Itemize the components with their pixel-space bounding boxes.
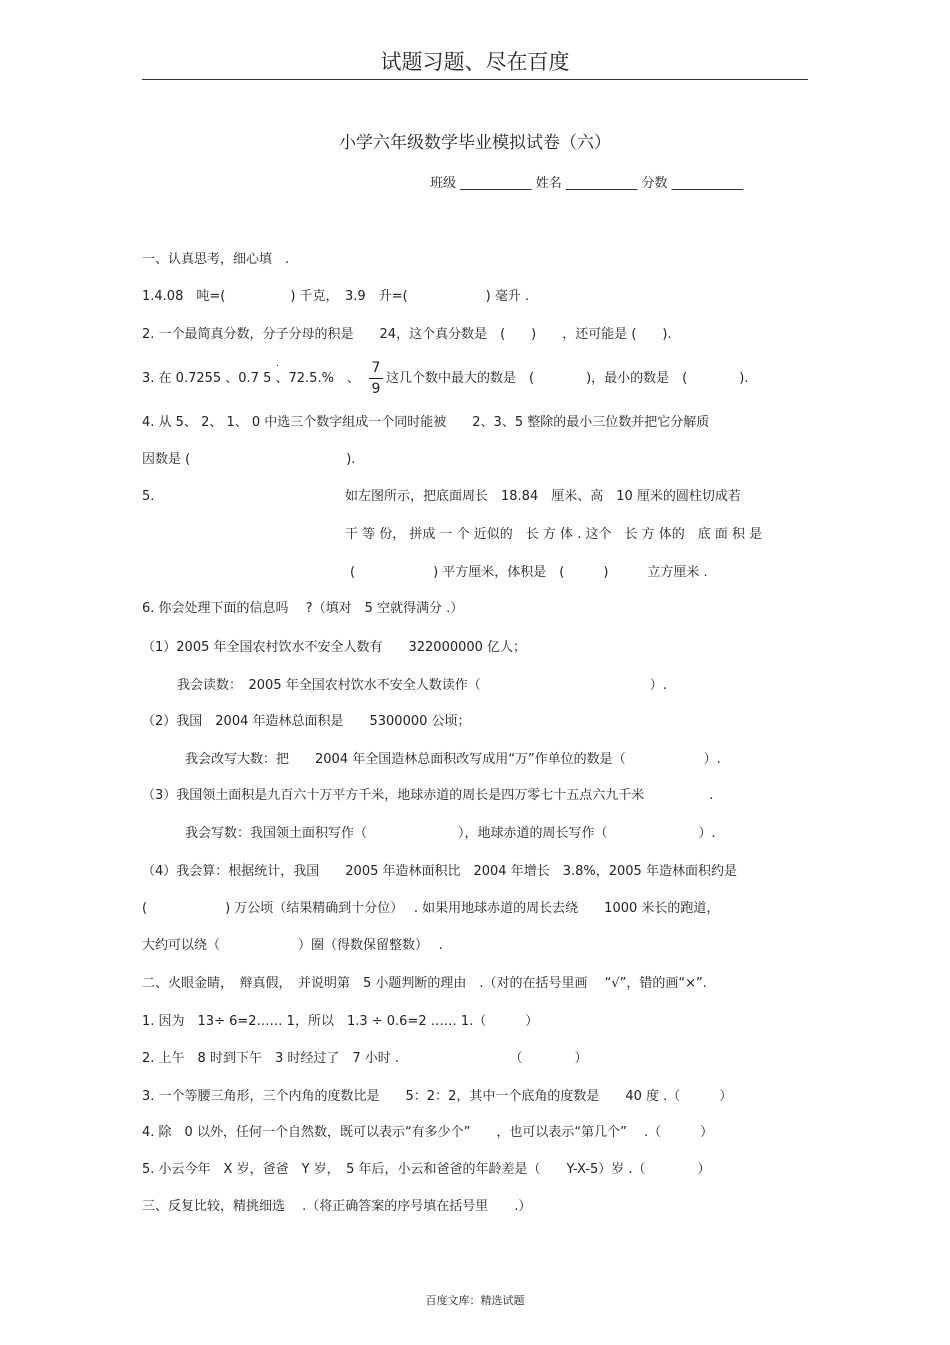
question-1-3-part-b: 这几个数中最大的数是 ( )，最小的数是 ( ). bbox=[386, 371, 749, 386]
fraction-seven-ninths bbox=[369, 360, 383, 397]
question-1-1: 1.4.08 吨=( ) 千克， 3.9 升=( ) 毫升 . bbox=[142, 289, 530, 304]
question-1-6-item-1: （1）2005 年全国农村饮水不安全人数有 322000000 亿人； bbox=[142, 640, 527, 655]
question-2-4: 4. 除 0 以外，任何一个自然数，既可以表示“有多少个” ，也可以表示“第几个” .（ ） bbox=[142, 1125, 714, 1140]
question-1-6-item-2: （2）我国 2004 年造林总面积是 5300000 公顷； bbox=[142, 714, 471, 729]
page-footer: 百度文库：精选试题 bbox=[425, 1294, 525, 1307]
question-1-2: 2. 一个最简真分数，分子分母的积是 24，这个真分数是 ( ) ，还可能是 ( ). bbox=[142, 327, 672, 342]
question-2-3: 3. 一个等腰三角形，三个内角的度数比是 5：2：2，其中一个底角的度数是 40 度 .（ ） bbox=[142, 1089, 733, 1104]
question-1-6-item-3: （3）我国领土面积是九百六十万平方千米，地球赤道的周长是四万零七十五点六九千米 . bbox=[142, 788, 714, 803]
question-1-4-line1: 4. 从 5、 2、 1、 0 中选三个数字组成一个同时能被 2、3、5 整除的最小三位数并把它分解质 bbox=[142, 415, 710, 430]
section-2-heading: 二、火眼金睛， 辩真假， 并说明第 5 小题判断的理由 .（对的在括号里画 “√”，错的画“×”. bbox=[142, 976, 707, 991]
question-2-1: 1. 因为 13÷ 6=2…… 1，所以 1.3 ÷ 0.6=2 …… 1.（ ） bbox=[142, 1014, 539, 1029]
question-1-5-line1: 如左图所示，把底面周长 18.84 厘米、高 10 厘米的圆柱切成若 bbox=[345, 489, 741, 504]
question-1-3-part-a: 3. 在 0.7255 、0.7 5 、72.5.% 、 bbox=[142, 371, 360, 386]
question-1-5-line2: 干 等 份， 拼成 一 个 近似的 长 方 体 . 这个 长 方 体的 底 面 积 是 bbox=[345, 527, 763, 542]
fraction-denominator: 9 bbox=[371, 381, 381, 397]
question-1-6-item-4-line1: （4）我会算：根据统计，我国 2005 年造林面积比 2004 年增长 3.8%，2005 年造林面积约是 bbox=[142, 864, 737, 879]
student-info-line: 班级 ___________ 姓名 ___________ 分数 ___________ bbox=[430, 176, 744, 191]
header-title: 试题习题、尽在百度 bbox=[380, 50, 570, 74]
question-1-6-item-4-line2: ( ) 万公顷（结果精确到十分位） . 如果用地球赤道的周长去绕 1000 米长的跑道， bbox=[142, 901, 720, 916]
question-1-5-number: 5. bbox=[142, 489, 155, 504]
question-1-5-line3: ( ) 平方厘米，体积是 ( ) 立方厘米 . bbox=[350, 565, 708, 580]
repeating-decimal-dot: · bbox=[276, 361, 280, 372]
paper-title: 小学六年级数学毕业模拟试卷（六） bbox=[339, 133, 611, 153]
question-2-5: 5. 小云今年 X 岁，爸爸 Y 岁， 5 年后，小云和爸爸的年龄差是（ Y-X-5）岁 .（ ） bbox=[142, 1162, 711, 1177]
question-1-6: 6. 你会处理下面的信息吗 ?（填对 5 空就得满分 .） bbox=[142, 601, 464, 616]
fraction-bar bbox=[369, 378, 383, 379]
header-divider bbox=[142, 79, 808, 80]
question-1-6-item-3-answer: 我会写数：我国领土面积写作（ ），地球赤道的周长写作（ ）. bbox=[185, 826, 716, 841]
question-1-6-item-2-answer: 我会改写大数：把 2004 年全国造林总面积改写成用“万”作单位的数是（ ）. bbox=[185, 752, 721, 767]
section-3-heading: 三、反复比较，精挑细选 .（将正确答案的序号填在括号里 .） bbox=[142, 1199, 532, 1214]
section-1-heading: 一、认真思考，细心填 . bbox=[142, 252, 290, 267]
question-1-6-item-1-answer: 我会读数： 2005 年全国农村饮水不安全人数读作（ ）. bbox=[177, 678, 667, 693]
question-1-6-item-4-line3: 大约可以绕（ ）圈（得数保留整数） . bbox=[142, 938, 443, 953]
question-2-2: 2. 上午 8 时到下午 3 时经过了 7 小时 . （ ） bbox=[142, 1051, 588, 1066]
fraction-numerator: 7 bbox=[371, 360, 381, 376]
question-1-4-line2: 因数是 ( ). bbox=[142, 452, 356, 467]
